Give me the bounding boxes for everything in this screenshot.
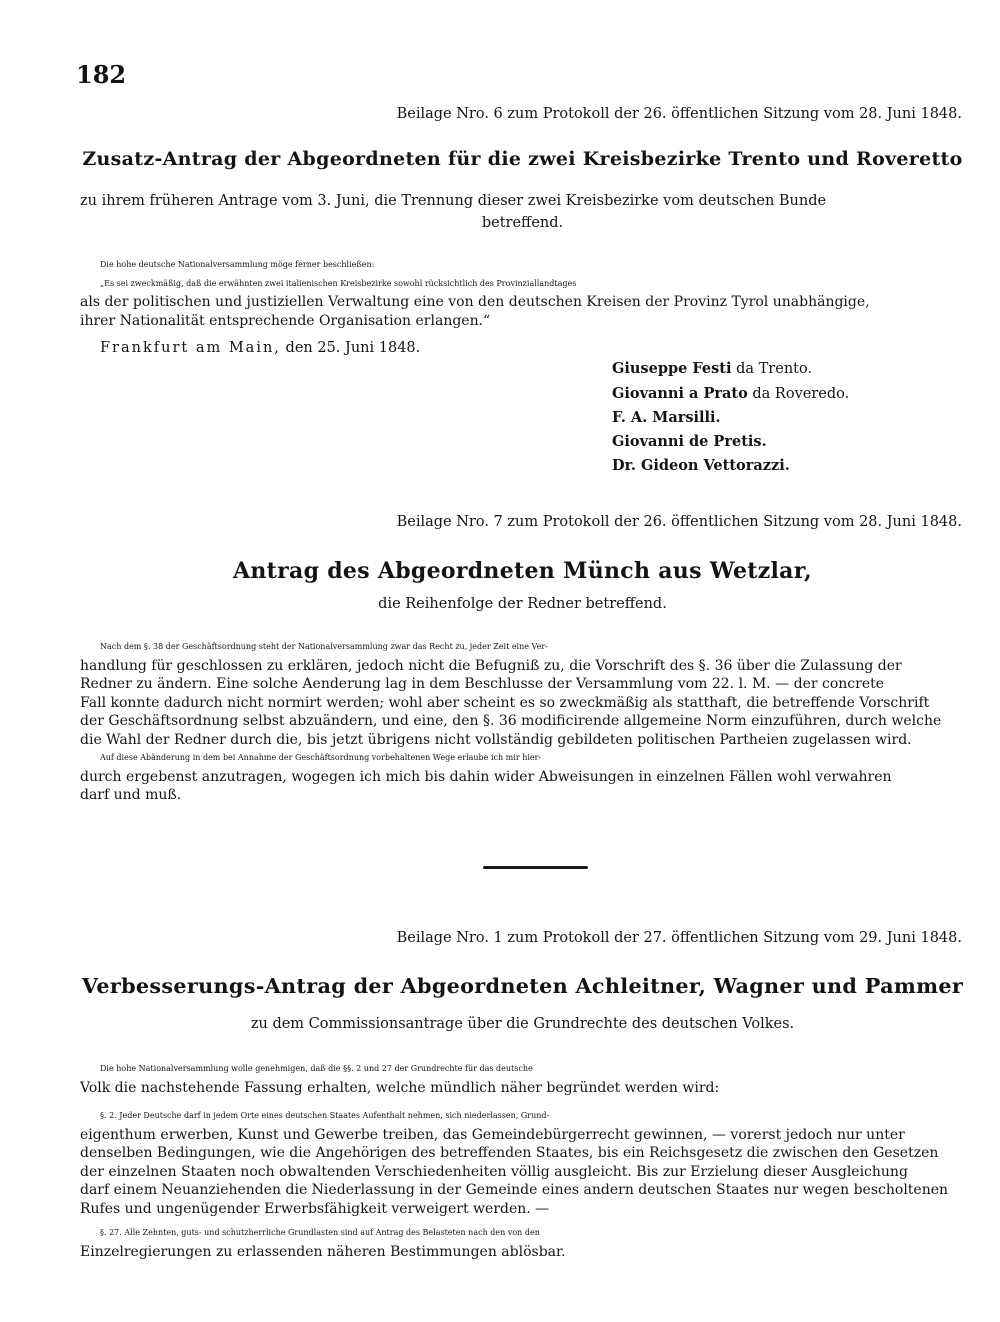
section2-subtitle: die Reihenfolge der Redner betreffend. — [378, 596, 667, 612]
signature-line — [612, 385, 849, 402]
section2-body-line: handlung für geschlossen zu erklären, jedoch nicht die Befugniß zu, die Vorschrift des §. 36 über die Zulassung der — [80, 657, 902, 674]
section1-subtitle-line: betreffend. — [481, 215, 564, 231]
section2-title: Antrag des Abgeordneten Münch aus Wetzlar, — [233, 558, 812, 584]
section3-para-line: §. 2. Jeder Deutsche darf in jedem Orte eines deutschen Staates Aufenthalt nehmen, sich niederlassen, Grund- — [100, 1111, 550, 1120]
section2-body-line: Nach dem §. 38 der Geschäftsordnung steht der Nationalversammlung zwar das Recht zu, jeder Zeit eine Ver- — [100, 642, 548, 651]
section3-para-line: Rufes und ungenügender Erwerbsfähigkeit verweigert werden. — — [80, 1200, 550, 1217]
section3-para-line: der einzelnen Staaten noch obwaltenden Verschiedenheiten völlig ausgleicht. Bis zur Erzielung dieser Ausgleichung — [80, 1163, 908, 1180]
signature-line — [612, 409, 721, 426]
section3-para-2 — [80, 1107, 965, 1218]
section3-para-line: Einzelregierungen zu erlassenden näheren Bestimmungen ablösbar. — [80, 1243, 566, 1260]
section2-body-line: durch ergebenst anzutragen, wogegen ich mich bis dahin wider Abweisungen in einzelnen Fällen wohl verwahren — [80, 768, 892, 785]
section3-beilage: Beilage Nro. 1 zum Protokoll der 27. öffentlichen Sitzung vom 29. Juni 1848. — [396, 930, 962, 946]
section3-title: Verbesserungs-Antrag der Abgeordneten Achleitner, Wagner und Pammer — [81, 974, 964, 998]
section1-subtitle — [80, 190, 965, 234]
section-divider — [483, 866, 588, 869]
section3-intro-line: Die hohe Nationalversammlung wolle genehmigen, daß die §§. 2 und 27 der Grundrechte für das deutsche — [100, 1064, 533, 1073]
section1-body — [80, 256, 965, 330]
signature-line — [612, 457, 790, 474]
section1-body-line: Die hohe deutsche Nationalversammlung möge ferner beschließen: — [100, 260, 375, 269]
section1-subtitle-line: zu ihrem früheren Antrage vom 3. Juni, die Trennung dieser zwei Kreisbezirke vom deutschen Bunde — [80, 193, 827, 209]
signature-name: F. A. Marsilli. — [612, 409, 721, 426]
place-label: Frankfurt am Main, — [100, 340, 281, 356]
section3-subtitle: zu dem Commissionsantrage über die Grundrechte des deutschen Volkes. — [250, 1016, 795, 1032]
section1-title: Zusatz-Antrag der Abgeordneten für die zwei Kreisbezirke Trento und Roveretto — [82, 148, 963, 170]
section2-body-line: der Geschäftsordnung selbst abzuändern, und eine, den §. 36 modificirende allgemeine Norm einzuführen, durch welche — [80, 713, 942, 729]
signature-name: Dr. Gideon Vettorazzi. — [612, 457, 790, 474]
section2-body-line: Redner zu ändern. Eine solche Aenderung lag in dem Beschlusse der Versammlung vom 22. l. M. — der concrete — [80, 676, 885, 692]
section2-body-line: Fall konnte dadurch nicht normirt werden; wohl aber scheint es so zweckmäßig als statthaft, die betreffende Vorschrift — [80, 694, 930, 711]
signature-name: Giuseppe Festi — [612, 360, 732, 377]
section3-intro-line: Volk die nachstehende Fassung erhalten, welche mündlich näher begründet werden wird: — [80, 1079, 720, 1096]
section2-body-line: die Wahl der Redner durch die, bis jetzt übrigens nicht vollständig gebildeten politischen Partheien zugelassen wird. — [80, 731, 912, 748]
place-date-line — [100, 340, 420, 356]
signature-suffix: da Roveredo. — [747, 386, 850, 402]
section1-body-line: ihrer Nationalität entsprechende Organisation erlangen.“ — [80, 312, 491, 329]
section3-para-line: eigenthum erwerben, Kunst und Gewerbe treiben, das Gemeindebürgerrecht gewinnen, — vorerst jedoch nur unter — [80, 1126, 905, 1143]
section3-para-27 — [80, 1224, 965, 1261]
section2-beilage: Beilage Nro. 7 zum Protokoll der 26. öffentlichen Sitzung vom 28. Juni 1848. — [396, 514, 962, 530]
section1-beilage: Beilage Nro. 6 zum Protokoll der 26. öffentlichen Sitzung vom 28. Juni 1848. — [396, 106, 962, 122]
section3-para-line: §. 27. Alle Zehnten, guts- und schutzherrliche Grundlasten sind auf Antrag des Belasteten nach den von den — [100, 1228, 540, 1237]
section2-body-line: Auf diese Abänderung in dem bei Annahme der Geschäftsordnung vorbehaltenen Wege erlaube ich mir hier- — [100, 753, 542, 762]
signature-line — [612, 433, 767, 450]
section3-para-line: darf einem Neuanziehenden die Niederlassung in der Gemeinde eines andern deutschen Staates nur wegen bescholtenen — [80, 1182, 949, 1198]
signature-name: Giovanni de Pretis. — [612, 433, 767, 450]
page-number: 182 — [76, 60, 127, 89]
signature-name: Giovanni a Prato — [612, 385, 748, 402]
signature-suffix: da Trento. — [731, 361, 813, 377]
section2-body-line: darf und muß. — [80, 787, 182, 803]
section1-body-line: „Es sei zweckmäßig, daß die erwähnten zwei italienischen Kreisbezirke sowohl rücksichtlich des Provinziallandtages — [100, 278, 577, 288]
section3-intro — [80, 1060, 965, 1097]
section2-body — [80, 638, 965, 805]
place-date: den 25. Juni 1848. — [285, 340, 421, 356]
section1-body-line: als der politischen und justiziellen Verwaltung eine von den deutschen Kreisen der Provinz Tyrol unabhängige, — [80, 294, 870, 310]
signature-line — [612, 360, 812, 377]
section3-para-line: denselben Bedingungen, wie die Angehörigen des betreffenden Staates, bis ein Reichsgesetz die zwischen den Gesetzen — [80, 1145, 939, 1161]
